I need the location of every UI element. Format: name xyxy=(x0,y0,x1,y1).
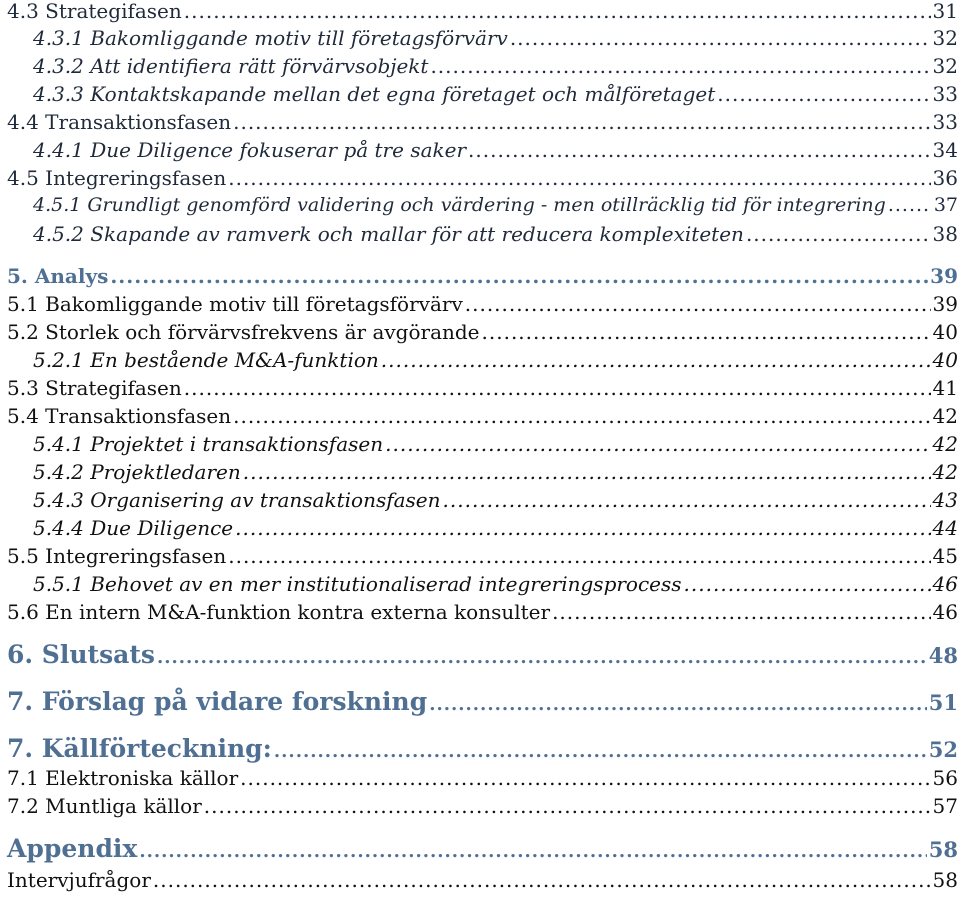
toc-entry-label: 5.4 Transaktionsfasen xyxy=(7,404,232,428)
toc-entry-label: Intervjufrågor xyxy=(7,868,151,892)
toc-entry-label: 5.5.1 Behovet av en mer institutionaliserad integreringsprocess xyxy=(33,572,682,596)
toc-entry-label: 5.6 En intern M&A-funktion kontra externa konsulter xyxy=(7,600,551,624)
toc-leader-dots xyxy=(184,0,931,23)
toc-entry-page: 56 xyxy=(932,766,958,790)
toc-entry-page: 42 xyxy=(932,460,958,484)
toc-leader-dots xyxy=(243,460,931,484)
toc-leader-dots xyxy=(204,794,931,818)
toc-entry-page: 46 xyxy=(932,572,958,596)
toc-entry-label: 5. Analys xyxy=(7,264,109,288)
toc-leader-dots xyxy=(482,320,931,344)
toc-entry[interactable] xyxy=(7,404,958,428)
toc-entry[interactable] xyxy=(33,516,958,540)
toc-entry-label: 4.3.3 Kontaktskapande mellan det egna företaget och målföretaget xyxy=(33,82,716,106)
toc-entry-page: 42 xyxy=(932,404,958,428)
toc-leader-dots xyxy=(746,222,931,246)
toc-entry-page: 48 xyxy=(928,643,958,668)
toc-entry-page: 33 xyxy=(932,82,958,106)
toc-entry-label: 7. Källförteckning: xyxy=(7,734,272,763)
toc-leader-dots xyxy=(381,348,931,372)
toc-entry[interactable] xyxy=(7,734,958,763)
toc-entry[interactable] xyxy=(33,194,958,216)
toc-leader-dots xyxy=(465,292,931,316)
toc-leader-dots xyxy=(139,841,926,862)
toc-entry-page: 42 xyxy=(932,432,958,456)
toc-entry-label: 5.2 Storlek och förvärvsfrekvens är avgörande xyxy=(7,320,480,344)
toc-entry[interactable] xyxy=(7,687,958,716)
toc-entry-page: 58 xyxy=(932,868,958,892)
toc-entry-page: 33 xyxy=(932,110,958,134)
toc-entry-page: 46 xyxy=(932,600,958,624)
toc-entry-page: 39 xyxy=(930,264,958,288)
toc-entry[interactable] xyxy=(33,572,958,596)
toc-entry-label: 7.2 Muntliga källor xyxy=(7,794,202,818)
toc-leader-dots xyxy=(684,572,931,596)
toc-entry[interactable] xyxy=(7,0,958,23)
toc-entry[interactable] xyxy=(33,54,958,78)
toc-leader-dots xyxy=(228,544,930,568)
toc-entry[interactable] xyxy=(33,222,958,246)
toc-entry-page: 32 xyxy=(932,26,958,50)
toc-leader-dots xyxy=(233,404,930,428)
toc-leader-dots xyxy=(153,868,931,892)
toc-entry[interactable] xyxy=(33,488,958,512)
toc-entry-page: 31 xyxy=(932,0,958,23)
toc-entry[interactable] xyxy=(7,292,958,316)
toc-entry-page: 43 xyxy=(932,488,958,512)
toc-entry-label: 4.5.2 Skapande av ramverk och mallar för att reducera komplexiteten xyxy=(33,222,744,246)
toc-leader-dots xyxy=(385,432,930,456)
toc-entry-label: 5.3 Strategifasen xyxy=(7,376,182,400)
toc-entry-label: 4.5 Integreringsfasen xyxy=(7,166,227,190)
toc-entry[interactable] xyxy=(7,640,958,669)
toc-entry-page: 40 xyxy=(932,348,958,372)
toc-entry-page: 32 xyxy=(932,54,958,78)
toc-entry[interactable] xyxy=(7,376,958,400)
toc-entry-label: 4.3.1 Bakomliggande motiv till företagsförvärv xyxy=(33,26,508,50)
toc-entry-label: 5.1 Bakomliggande motiv till företagsförvärv xyxy=(7,292,463,316)
toc-entry-page: 36 xyxy=(932,166,958,190)
toc-leader-dots xyxy=(110,264,928,288)
toc-entry[interactable] xyxy=(7,600,958,624)
toc-entry-label: 6. Slutsats xyxy=(7,640,155,669)
toc-entry-label: Appendix xyxy=(7,834,138,863)
toc-entry-page: 45 xyxy=(932,544,958,568)
toc-leader-dots xyxy=(184,376,931,400)
toc-entry[interactable] xyxy=(7,544,958,568)
toc-entry[interactable] xyxy=(7,868,958,892)
toc-entry[interactable] xyxy=(7,766,958,790)
toc-entry-label: 7. Förslag på vidare forskning xyxy=(7,687,428,716)
toc-entry-label: 5.2.1 En bestående M&A-funktion xyxy=(33,348,379,372)
toc-leader-dots xyxy=(468,138,931,162)
toc-leader-dots xyxy=(430,54,930,78)
toc-entry-page: 39 xyxy=(932,292,958,316)
toc-leader-dots xyxy=(717,82,930,106)
toc-entry[interactable] xyxy=(33,138,958,162)
toc-entry-page: 51 xyxy=(928,690,958,715)
toc-entry[interactable] xyxy=(33,460,958,484)
toc-leader-dots xyxy=(888,194,932,216)
toc-entry[interactable] xyxy=(33,432,958,456)
toc-leader-dots xyxy=(235,516,930,540)
toc-entry-label: 5.4.3 Organisering av transaktionsfasen xyxy=(33,488,441,512)
toc-leader-dots xyxy=(233,110,930,134)
toc-entry-label: 4.3.2 Att identifiera rätt förvärvsobjekt xyxy=(33,54,429,78)
toc-leader-dots xyxy=(240,766,930,790)
toc-entry[interactable] xyxy=(7,264,958,288)
toc-entry-label: 5.5 Integreringsfasen xyxy=(7,544,227,568)
toc-entry[interactable] xyxy=(7,794,958,818)
toc-entry-label: 4.4.1 Due Diligence fokuserar på tre saker xyxy=(33,138,467,162)
toc-entry[interactable] xyxy=(7,110,958,134)
toc-entry-page: 52 xyxy=(928,737,958,762)
toc-leader-dots xyxy=(443,488,931,512)
toc-entry[interactable] xyxy=(7,834,958,863)
toc-entry-label: 5.4.2 Projektledaren xyxy=(33,460,241,484)
toc-entry-page: 44 xyxy=(932,516,958,540)
toc-entry-page: 41 xyxy=(932,376,958,400)
toc-entry-page: 57 xyxy=(932,794,958,818)
toc-entry-page: 58 xyxy=(928,837,958,862)
toc-entry[interactable] xyxy=(7,320,958,344)
toc-entry-page: 37 xyxy=(933,194,958,216)
toc-entry-label: 7.1 Elektroniska källor xyxy=(7,766,239,790)
toc-leader-dots xyxy=(552,600,930,624)
toc-entry-label: 4.3 Strategifasen xyxy=(7,0,182,23)
toc-leader-dots xyxy=(228,166,930,190)
toc-entry[interactable] xyxy=(7,166,958,190)
toc-entry-label: 4.5.1 Grundligt genomförd validering och värdering - men otillräcklig tid för integrering xyxy=(33,194,886,216)
toc-leader-dots xyxy=(429,694,927,715)
toc-entry-page: 34 xyxy=(932,138,958,162)
toc-entry-label: 4.4 Transaktionsfasen xyxy=(7,110,232,134)
toc-entry-label: 5.4.1 Projektet i transaktionsfasen xyxy=(33,432,384,456)
toc-entry-page: 38 xyxy=(932,222,958,246)
toc-leader-dots xyxy=(510,26,931,50)
toc-entry[interactable] xyxy=(33,82,958,106)
toc-leader-dots xyxy=(157,647,927,668)
toc-leader-dots xyxy=(274,741,927,762)
toc-entry[interactable] xyxy=(33,348,958,372)
toc-entry-page: 40 xyxy=(932,320,958,344)
toc-entry-label: 5.4.4 Due Diligence xyxy=(33,516,234,540)
toc-entry[interactable] xyxy=(33,26,958,50)
